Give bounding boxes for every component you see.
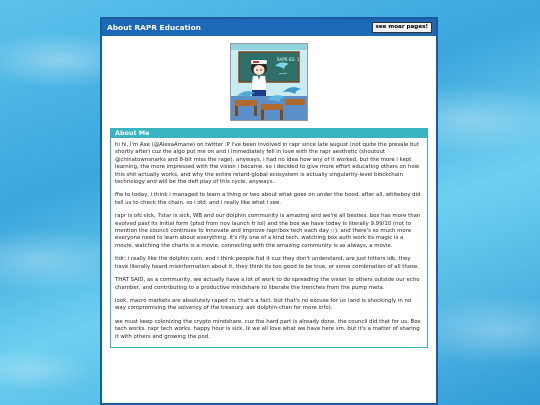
about-paragraph: hi hi, i'm Axe (@AlexaAmane) on twitter :P i've been involved in rapr since late august (not quite the presale but shortly after) cuz the algo put me on and i immediately fell in love with the rapr aesthetic (shoutout @chinatownsnarks and 8-bit miss the rage). anyways, i had no idea how any of it worked, but the more i kept learning, the more impressed with the vision i became. so i decided to give more effort educating others on how this shit actually works, and why the entire retard-global ecosystem is actually singularity-level blockchain technology and will be the defi play of this cycle. anyways.. [115,142,420,186]
about-me-content [111,138,427,341]
avatar [230,43,308,121]
about-paragraph: we must keep colonizing the crypto mindshare. cuz the hard part is already done. the council did that for us. Box tech works. rapr tech works. happy hour is sick. ik we all love what we have here sm. but it's a matter of sharing it with others and growing the pod. [115,318,421,340]
about-paragraph: tldr; i really like the dolphin coin. and i think people fud it cuz they don't understand, are just hitters idk, they have literally heard misinformation about it, they think its too good to be true, or some combination of all those. [115,256,419,270]
board-text: RAPR ED. 1 [277,57,300,62]
about-window [100,17,438,405]
about-paragraph: ffw to today, i think i managed to learn a thing or two about what goes on under the hood. after all, whiteboy did tell us to check the chain. so i did. and i really like what i see. [115,192,421,206]
avatar-container [102,43,436,121]
window-titlebar [102,19,436,36]
about-paragraph: rapr is ofc sick, 7star is sick, WB and our dolphin community is amazing and we're all besties. box has more than evolved past its initial form (ptsd from nov launch fr lol) and the box we have today is literally 9.99/10 (not to mention the council continues to innovate and improve rapr/box tech each day ‹›). and there's so much more everyone need to learn about everything. it's rlly one of a kind tech. watching box auth work its magic is a movie. watching the charts is a movie. connecting with the amazing community is as always, a movie. [115,213,421,249]
about-me-header: About Me [111,129,427,138]
see-moar-pages-button[interactable]: see moar pages! [372,22,432,33]
about-paragraph: THAT SAID, as a community, we actually have a lot of work to do spreading the vision to others outside our echo chamber, and contributing to a productive mindshare to liberate the trenches from the pump meta. [115,277,420,291]
about-paragraph: look, macro markets are absolutely raped rn. that's a fact. but that's no excuse for us (and is shockingly in no way compromising the solvency of the treasury. ask dolphin-chan for more info). [115,297,412,312]
about-me-section [110,128,428,348]
window-title: About RAPR Education [107,23,201,32]
